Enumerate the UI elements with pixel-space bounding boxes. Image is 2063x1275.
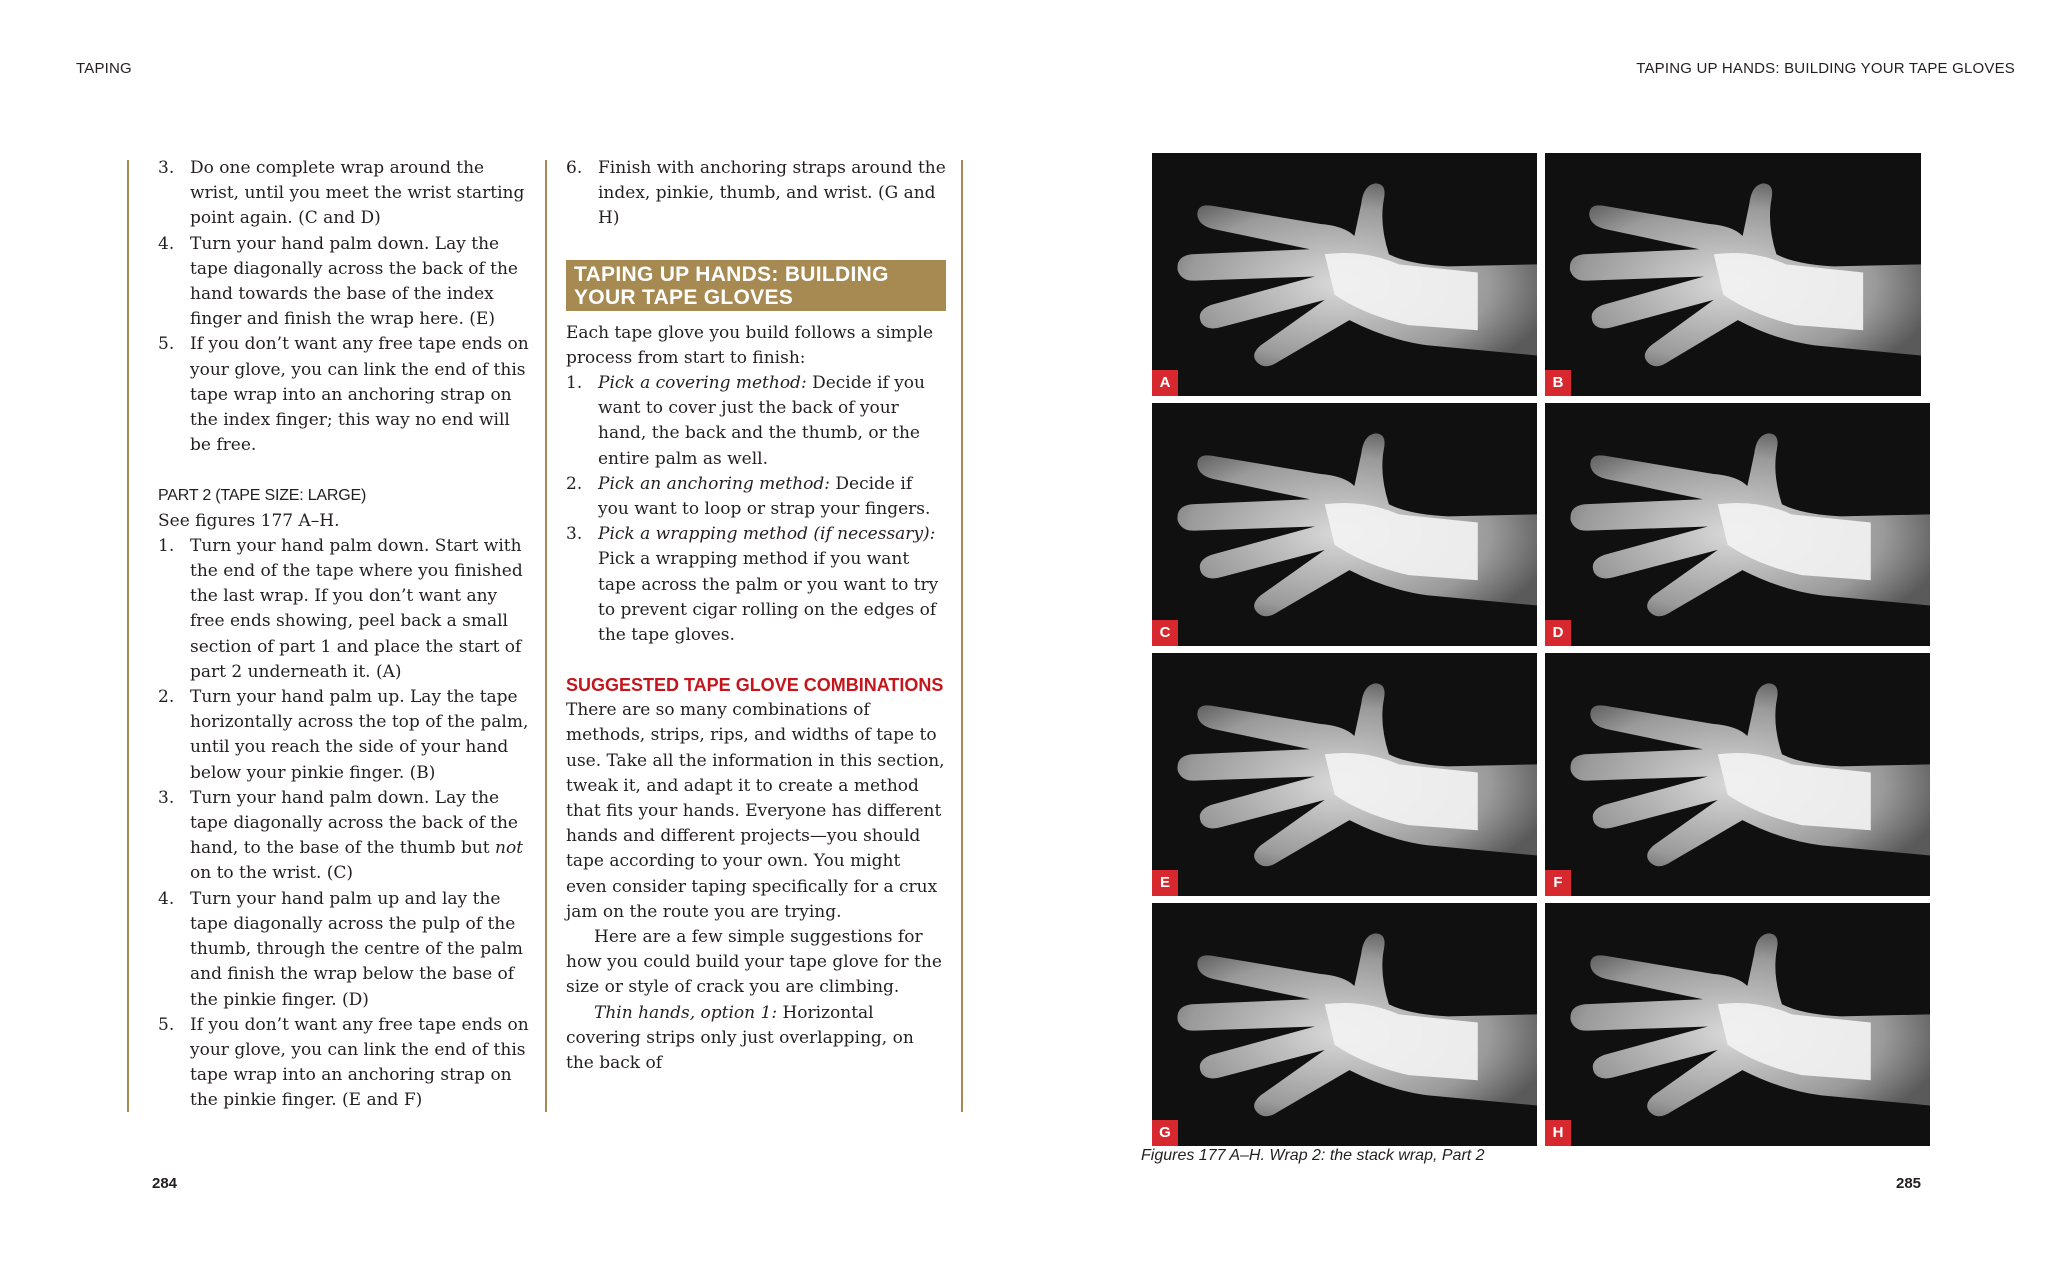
- hand-illustration: [1152, 153, 1537, 396]
- part2-heading: PART 2 (TAPE SIZE: LARGE): [158, 487, 367, 505]
- figure-photo-e: [1152, 653, 1537, 896]
- figure-label: D: [1545, 620, 1571, 646]
- running-head-right: TAPING UP HANDS: BUILDING YOUR TAPE GLOVES: [1636, 60, 2015, 77]
- process-steps-list: [566, 371, 946, 648]
- figure-label: E: [1152, 870, 1178, 896]
- figure-label: F: [1545, 870, 1571, 896]
- hand-illustration: [1545, 653, 1930, 896]
- figure-label: A: [1152, 370, 1178, 396]
- hand-illustration: [1152, 903, 1537, 1146]
- hand-illustration: [1152, 403, 1537, 646]
- hand-illustration: [1545, 153, 1921, 396]
- list-item: 3. Do one complete wrap around the wrist, until you meet the wrist starting point again. (C and D): [158, 158, 525, 229]
- figure-photo-g: [1152, 903, 1537, 1146]
- list-item: 4. Turn your hand palm up and lay the tape diagonally across the pulp of the thumb, through the centre of the palm and finish the wrap below the base of the pinkie finger. (D): [158, 888, 523, 1010]
- steps-list-final: [566, 156, 946, 232]
- figure-label: B: [1545, 370, 1571, 396]
- list-item: 1. Pick a covering method: Decide if you want to cover just the back of your hand, the back and the thumb, or the entire palm as well.: [566, 373, 925, 469]
- running-head-left: TAPING: [76, 60, 132, 77]
- hand-illustration: [1545, 403, 1930, 646]
- figure-caption: Figures 177 A–H. Wrap 2: the stack wrap, Part 2: [1141, 1147, 1485, 1164]
- page-number-left: 284: [152, 1175, 178, 1192]
- list-item: 5. If you don’t want any free tape ends on your glove, you can link the end of this tape wrap into an anchoring strap on the index finger; this way no end will be free.: [158, 334, 529, 456]
- column-rule-middle: [545, 160, 547, 1112]
- figure-photo-a: [1152, 153, 1537, 396]
- steps-list-part1: [158, 156, 530, 458]
- list-item: 1. Turn your hand palm down. Start with the end of the tape where you finished the last wrap. If you don’t want any free ends showing, peel back a small section of part 1 and place the start of part 2 underneath it. (A): [158, 535, 523, 682]
- list-item: 3. Turn your hand palm down. Lay the tape diagonally across the back of the hand, to the base of the thumb but not on to the wrist. (C): [158, 787, 524, 884]
- list-item: 2. Pick an anchoring method: Decide if you want to loop or strap your fingers.: [566, 473, 931, 520]
- hand-illustration: [1152, 653, 1537, 896]
- text-column-2: [566, 156, 946, 1076]
- figure-label: G: [1152, 1120, 1178, 1146]
- figure-photo-f: [1545, 653, 1930, 896]
- figure-label: H: [1545, 1120, 1571, 1146]
- intro-paragraph: Each tape glove you build follows a simple process from start to finish:: [566, 322, 934, 368]
- list-item: 5. If you don’t want any free tape ends on your glove, you can link the end of this tape wrap into an anchoring strap on the pinkie finger. (E and F): [158, 1014, 529, 1111]
- figure-photo-b: [1545, 153, 1921, 396]
- hand-illustration: [1545, 903, 1930, 1146]
- figure-photo-c: [1152, 403, 1537, 646]
- figure-label: C: [1152, 620, 1178, 646]
- section-heading: TAPING UP HANDS: BUILDING YOUR TAPE GLOVES: [566, 260, 946, 311]
- list-item: 2. Turn your hand palm up. Lay the tape horizontally across the top of the palm, until you reach the side of your hand below your pinkie finger. (B): [158, 687, 529, 783]
- list-item: 3. Pick a wrapping method (if necessary): Pick a wrapping method if you want tape across the palm or you want to try to prevent cigar rolling on the edges of the tape gloves.: [566, 524, 939, 646]
- figure-photo-h: [1545, 903, 1930, 1146]
- part2-reference: See figures 177 A–H.: [158, 510, 340, 531]
- column-rule-right: [961, 160, 963, 1112]
- column-rule-left: [127, 160, 129, 1112]
- body-paragraph: There are so many combinations of methods, strips, rips, and widths of tape to use. Take all the information in this section, tweak it, and adapt it to create a method that fits your hands. Everyone has different hands and different projects—you should tape according to your own. You might even consider taping specifically for a crux jam on the route you are trying.: [566, 700, 945, 922]
- page-number-right: 285: [1896, 1175, 1922, 1192]
- steps-list-part2: [158, 534, 530, 1114]
- text-column-1: [158, 156, 530, 1114]
- list-item: 6. Finish with anchoring straps around the index, pinkie, thumb, and wrist. (G and H): [566, 158, 946, 229]
- body-paragraph: Thin hands, option 1: Horizontal covering strips only just overlapping, on the back of: [566, 1002, 914, 1074]
- body-paragraph: Here are a few simple suggestions for how you could build your tape glove for the size or style of crack you are climbing.: [566, 927, 942, 998]
- list-item: 4. Turn your hand palm down. Lay the tape diagonally across the back of the hand towards the base of the index finger and finish the wrap here. (E): [158, 233, 518, 330]
- subsection-heading: SUGGESTED TAPE GLOVE COMBINATIONS: [566, 675, 944, 696]
- figure-photo-d: [1545, 403, 1930, 646]
